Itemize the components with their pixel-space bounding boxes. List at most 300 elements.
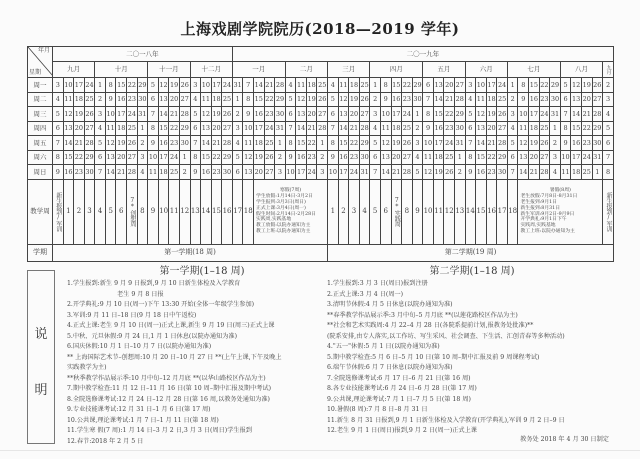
date-cell: 24	[539, 107, 550, 122]
date-cell: 30	[592, 136, 603, 151]
semester1-note-item: 3.军训:9 月 11 日–18 日(9 月 18 日中午返校)	[67, 311, 197, 319]
date-cell: 14	[338, 121, 349, 136]
date-cell: 17	[158, 150, 169, 165]
date-cell: 11	[243, 136, 254, 151]
date-cell: 16	[571, 136, 582, 151]
date-cell: 6	[95, 150, 106, 165]
date-cell: 4	[137, 165, 148, 180]
teaching-week-cell: 6	[116, 179, 127, 244]
date-cell: 26	[497, 107, 508, 122]
teaching-week-cell: 16	[222, 179, 233, 244]
date-cell: 13	[338, 107, 349, 122]
date-cell: 8	[560, 121, 571, 136]
date-cell: 28	[497, 136, 508, 151]
teaching-week-cell: 5	[370, 179, 381, 244]
date-cell: 1	[95, 78, 106, 93]
weekday-label: 周二	[28, 92, 53, 107]
date-cell: 26	[84, 107, 95, 122]
date-cell: 30	[455, 121, 466, 136]
teaching-week-cell: 4	[359, 179, 370, 244]
month-header	[95, 62, 148, 78]
date-cell: 29	[592, 121, 603, 136]
summer-break-line: 开学典礼:9月1日下午	[520, 217, 567, 223]
date-cell: 9	[105, 92, 116, 107]
year-header-row	[28, 47, 614, 62]
date-cell: 3	[507, 107, 518, 122]
date-cell: 17	[391, 107, 402, 122]
signature: 教务处 2018 年 4 月 30 日制定	[520, 436, 609, 443]
date-cell: 18	[211, 92, 222, 107]
date-cell: 1	[370, 78, 381, 93]
date-cell: 23	[486, 165, 497, 180]
semester1-note-item: 9.专业技能课考试:12 月 31 日–1 月 6 日(第 17 周)	[67, 406, 211, 413]
weekday-label: 周一	[28, 78, 53, 93]
date-cell: 25	[539, 121, 550, 136]
month-label: 十二月	[201, 65, 221, 74]
date-cell: 18	[158, 165, 169, 180]
notes-label-shuo: 说	[34, 327, 48, 342]
month-label: 二月	[299, 65, 313, 74]
divider	[0, 450, 640, 451]
date-cell: 1	[275, 136, 286, 151]
date-cell: 19	[486, 107, 497, 122]
date-cell: 21	[486, 136, 497, 151]
date-cell: 29	[359, 136, 370, 151]
weekday-row	[28, 92, 614, 107]
date-cell: 14	[63, 136, 74, 151]
date-cell: 9	[465, 165, 476, 180]
date-cell: 2	[507, 92, 518, 107]
date-cell: 16	[158, 136, 169, 151]
date-cell: 19	[74, 107, 85, 122]
date-cell: 23	[306, 150, 317, 165]
date-cell: 4	[232, 136, 243, 151]
semester2-note-item: 3.清明节休假:4 月 5 日休息(以院办通知为准)	[327, 301, 453, 308]
date-cell: 17	[254, 121, 265, 136]
date-cell: 24	[127, 107, 138, 122]
date-cell: 2	[550, 136, 561, 151]
date-cell: 6	[603, 136, 614, 151]
date-cell: 29	[179, 121, 190, 136]
date-cell: 28	[275, 78, 286, 93]
date-cell: 13	[243, 165, 254, 180]
date-cell: 21	[264, 78, 275, 93]
date-cell: 8	[328, 136, 339, 151]
date-cell: 27	[402, 150, 413, 165]
month-label: 一月	[252, 65, 266, 74]
date-cell: 4	[190, 92, 201, 107]
date-cell: 24	[497, 78, 508, 93]
date-cell: 7	[95, 165, 106, 180]
date-cell: 8	[243, 92, 254, 107]
weekday-label: 周六	[28, 150, 53, 165]
semester2-note-item: **社会和艺术实践周:4 月 22–4 月 28 日(各院系提前计划,报教务处批准)**	[327, 322, 534, 329]
date-cell: 3	[370, 107, 381, 122]
month-label: 十一月	[159, 65, 179, 74]
date-cell: 28	[455, 92, 466, 107]
teaching-week-cell: 4	[95, 179, 106, 244]
date-cell: 12	[476, 107, 487, 122]
semester1-cell: 第一学期(18 周)	[53, 244, 328, 261]
date-cell: 11	[560, 165, 571, 180]
date-cell: 21	[581, 107, 592, 122]
weekday-row	[28, 136, 614, 151]
date-cell: 9	[380, 92, 391, 107]
date-cell: 2	[603, 78, 614, 93]
date-cell: 13	[571, 92, 582, 107]
date-cell: 3	[137, 150, 148, 165]
date-cell: 23	[349, 150, 360, 165]
month-header	[328, 62, 370, 78]
teaching-week-cell: 1	[328, 179, 339, 244]
date-cell: 22	[74, 150, 85, 165]
date-cell: 3	[317, 165, 328, 180]
date-cell: 1	[317, 136, 328, 151]
date-cell: 29	[137, 78, 148, 93]
date-cell: 21	[169, 107, 180, 122]
date-cell: 3	[95, 107, 106, 122]
semester2-notes	[327, 262, 617, 437]
date-cell: 12	[380, 136, 391, 151]
date-cell: 20	[444, 78, 455, 93]
date-cell: 19	[116, 136, 127, 151]
date-cell: 20	[254, 165, 265, 180]
date-cell: 21	[211, 136, 222, 151]
teaching-week-cell: 9	[148, 179, 159, 244]
date-cell: 7	[148, 107, 159, 122]
date-cell: 11	[380, 121, 391, 136]
month-label: 六月	[479, 65, 493, 74]
date-cell: 17	[486, 78, 497, 93]
date-cell: 24	[306, 165, 317, 180]
weekday-label: 周五	[28, 136, 53, 151]
teaching-week-cell	[603, 179, 614, 244]
summer-break-line: 新生军训:9月2日-9月9日	[520, 211, 575, 217]
teaching-week-cell: 11	[433, 179, 444, 244]
date-cell: 29	[222, 150, 233, 165]
date-cell: 19	[169, 78, 180, 93]
date-cell: 5	[232, 150, 243, 165]
date-cell: 27	[497, 121, 508, 136]
month-label: 四月	[389, 65, 403, 74]
date-cell: 6	[507, 150, 518, 165]
date-cell: 12	[201, 107, 212, 122]
date-cell: 10	[63, 78, 74, 93]
date-cell: 16	[433, 121, 444, 136]
date-cell: 2	[232, 107, 243, 122]
date-cell: 24	[402, 107, 413, 122]
date-cell: 26	[539, 136, 550, 151]
date-cell: 8	[423, 107, 434, 122]
date-cell: 27	[84, 121, 95, 136]
month-label: 三月	[342, 65, 356, 74]
date-cell: 16	[529, 92, 540, 107]
teaching-week-note: 7*实践周	[393, 196, 401, 227]
date-cell: 7	[243, 78, 254, 93]
date-cell: 18	[349, 78, 360, 93]
winter-break-line: 学生放假:1月14日-3月2日	[256, 193, 313, 199]
date-cell: 18	[571, 165, 582, 180]
date-cell: 31	[137, 107, 148, 122]
date-cell: 15	[158, 121, 169, 136]
date-cell: 18	[391, 121, 402, 136]
date-cell: 1	[232, 92, 243, 107]
date-cell: 31	[592, 150, 603, 165]
date-cell: 5	[370, 136, 381, 151]
date-cell: 13	[296, 107, 307, 122]
date-cell: 25	[402, 121, 413, 136]
date-cell: 10	[518, 107, 529, 122]
date-cell: 13	[201, 121, 212, 136]
date-cell: 3	[550, 150, 561, 165]
teaching-week-cell: 12	[444, 179, 455, 244]
date-cell: 21	[74, 136, 85, 151]
date-cell: 5	[412, 165, 423, 180]
date-cell: 27	[127, 150, 138, 165]
date-cell: 2	[137, 136, 148, 151]
date-cell: 4	[285, 78, 296, 93]
date-cell: 22	[486, 150, 497, 165]
month-header	[560, 62, 602, 78]
date-cell: 16	[254, 107, 265, 122]
date-cell: 20	[529, 150, 540, 165]
date-cell: 7	[423, 92, 434, 107]
date-cell: 29	[412, 78, 423, 93]
date-cell: 7	[465, 136, 476, 151]
date-cell: 30	[359, 150, 370, 165]
date-cell: 26	[317, 92, 328, 107]
date-cell: 28	[592, 107, 603, 122]
date-cell: 25	[497, 92, 508, 107]
date-cell: 11	[201, 92, 212, 107]
date-cell: 9	[328, 150, 339, 165]
date-cell: 9	[190, 165, 201, 180]
date-cell: 5	[95, 136, 106, 151]
teaching-week-cell: 1	[63, 179, 74, 244]
summer-break-line: 新生报到:8月31日	[520, 205, 561, 211]
summer-break-line: 暑假(8周)	[549, 187, 571, 193]
date-cell: 3	[53, 78, 64, 93]
date-cell: 25	[264, 136, 275, 151]
date-cell: 25	[581, 165, 592, 180]
teaching-week-cell: 16	[486, 179, 497, 244]
date-cell: 24	[84, 78, 95, 93]
winter-break-line: 教工放假:以院办通知为主	[256, 223, 311, 229]
date-cell: 19	[306, 92, 317, 107]
date-cell: 12	[158, 78, 169, 93]
date-cell: 3	[465, 78, 476, 93]
date-cell: 25	[359, 78, 370, 93]
date-cell: 27	[359, 107, 370, 122]
date-cell: 7	[370, 165, 381, 180]
date-cell: 23	[127, 92, 138, 107]
date-cell: 13	[433, 78, 444, 93]
date-cell: 22	[444, 107, 455, 122]
date-cell: 9	[53, 165, 64, 180]
date-cell: 18	[74, 92, 85, 107]
date-cell: 25	[127, 121, 138, 136]
date-cell: 1	[507, 78, 518, 93]
date-cell: 10	[201, 78, 212, 93]
date-cell: 19	[433, 165, 444, 180]
semester1-note-item: 12.春节:2018 年 2 月 5 日	[67, 437, 144, 445]
summer-break-cell	[518, 179, 603, 244]
date-cell: 16	[296, 150, 307, 165]
date-cell: 13	[63, 121, 74, 136]
date-cell: 12	[338, 92, 349, 107]
date-cell: 4	[465, 92, 476, 107]
date-cell: 4	[95, 121, 106, 136]
date-cell: 6	[148, 92, 159, 107]
date-cell: 8	[465, 150, 476, 165]
teaching-week-cell	[127, 179, 138, 244]
date-cell: 13	[105, 150, 116, 165]
semester1-note-item: 4.正式上课:老生 9 月 10 日(周一)正式上课,新生 9 月 19 日(周三)正式上课	[67, 322, 275, 329]
date-cell: 10	[380, 107, 391, 122]
month-header	[285, 62, 327, 78]
date-cell: 14	[105, 165, 116, 180]
date-cell: 9	[243, 107, 254, 122]
date-cell: 5	[465, 107, 476, 122]
date-cell: 28	[84, 136, 95, 151]
semester1-note-item: 实践教学为主)	[67, 364, 107, 371]
date-cell: 25	[84, 92, 95, 107]
date-cell: 20	[486, 121, 497, 136]
date-cell: 20	[306, 107, 317, 122]
date-cell: 9	[148, 136, 159, 151]
date-cell: 11	[423, 150, 434, 165]
teaching-week-cell: 10	[158, 179, 169, 244]
date-cell: 23	[264, 107, 275, 122]
date-cell: 11	[148, 165, 159, 180]
teaching-week-cell	[53, 179, 64, 244]
date-cell: 5	[560, 78, 571, 93]
semester2-note-item: 7.全院选修课考试:6 月 17 日–6 月 21 日(第 16 周)	[327, 374, 471, 382]
date-cell: 1	[592, 165, 603, 180]
date-cell: 21	[116, 165, 127, 180]
semester1-note-item: 6.国庆休假:10 月 1 日–10 月 7 日(以院办通知为准)	[67, 343, 212, 350]
semester2-note-item: 11.新生 8 月 31 日报到,9 月 1 日新生体检及入学教育(开学典礼),军训 9 月 2 日–9 日	[327, 416, 565, 424]
month-header	[148, 62, 190, 78]
date-cell: 19	[391, 136, 402, 151]
date-cell: 10	[560, 150, 571, 165]
date-cell: 23	[539, 92, 550, 107]
date-cell: 22	[402, 78, 413, 93]
date-cell: 19	[349, 92, 360, 107]
date-cell: 12	[296, 92, 307, 107]
date-cell: 23	[581, 136, 592, 151]
date-cell: 10	[423, 136, 434, 151]
date-cell: 5	[328, 92, 339, 107]
date-cell: 15	[201, 150, 212, 165]
teaching-week-cell: 15	[476, 179, 487, 244]
date-cell: 6	[285, 107, 296, 122]
date-cell: 19	[529, 136, 540, 151]
teaching-week-cell: 3	[84, 179, 95, 244]
date-cell: 18	[433, 150, 444, 165]
date-cell: 23	[211, 165, 222, 180]
date-cell: 31	[232, 78, 243, 93]
date-cell: 30	[84, 165, 95, 180]
summer-break-line: 老生报到:9月1日	[520, 199, 557, 205]
date-cell: 17	[529, 107, 540, 122]
date-cell: 15	[391, 78, 402, 93]
date-cell: 17	[74, 78, 85, 93]
date-cell: 25	[317, 78, 328, 93]
month-label: 八月	[574, 65, 588, 74]
date-cell: 30	[275, 107, 286, 122]
semester2-note-item: 5.期中教学检查:5 月 6 日–5 月 10 日(第 10 周–期中汇报及前 9 周课程考试)	[327, 353, 540, 361]
semester1-note-item: 8.全院选修课考试:12 月 24 日–12 月 28 日(第 16 周,以教务处通知为准)	[67, 395, 270, 403]
date-cell: 17	[116, 107, 127, 122]
date-cell: 6	[423, 78, 434, 93]
date-cell: 12	[243, 150, 254, 165]
month-header-row	[28, 62, 614, 78]
semester1-note-item: 7.期中教学检查:11 月 12 日–11 月 16 日(第 10 周–期中汇报及期中考试)	[67, 385, 272, 392]
date-cell: 2	[412, 121, 423, 136]
date-cell: 28	[402, 165, 413, 180]
corner-cell	[28, 47, 53, 78]
date-cell: 23	[402, 92, 413, 107]
winter-break-line: 假生时间:2月14日-2月28日	[256, 211, 316, 217]
date-cell: 20	[211, 121, 222, 136]
date-cell: 5	[603, 121, 614, 136]
date-cell: 14	[476, 136, 487, 151]
date-cell: 1	[550, 121, 561, 136]
date-cell: 12	[423, 165, 434, 180]
teaching-week-cell	[391, 179, 402, 244]
date-cell: 28	[317, 121, 328, 136]
teaching-week-cell: 17	[497, 179, 508, 244]
date-cell: 22	[349, 136, 360, 151]
date-cell: 13	[380, 150, 391, 165]
teaching-week-cell: 13	[455, 179, 466, 244]
teaching-week-note: 7*创想周	[128, 196, 136, 227]
date-cell: 26	[222, 107, 233, 122]
date-cell: 5	[285, 92, 296, 107]
date-cell: 30	[137, 92, 148, 107]
weekday-row	[28, 78, 614, 93]
date-cell: 20	[169, 92, 180, 107]
semester2-note-item: 9.公共课,理论课考试:7 月 1 日–7 月 5 日(第 18 周)	[327, 395, 471, 403]
date-cell: 1	[455, 150, 466, 165]
date-cell: 12	[571, 78, 582, 93]
date-cell: 29	[455, 107, 466, 122]
date-cell: 17	[211, 78, 222, 93]
date-cell: 21	[391, 165, 402, 180]
date-cell: 7	[53, 136, 64, 151]
date-cell: 30	[222, 165, 233, 180]
teaching-week-note: 新生报到/军训	[54, 191, 62, 232]
year-header: 二〇一八年	[53, 47, 233, 62]
semester-row	[28, 244, 614, 261]
date-cell: 26	[359, 92, 370, 107]
date-cell: 18	[306, 78, 317, 93]
semester2-note-item: 12.老生 9 月 1 日(周日)报到,9 月 2 日(周一)正式上课	[327, 427, 477, 434]
date-cell: 19	[211, 107, 222, 122]
date-cell: 15	[116, 78, 127, 93]
date-cell: 2	[95, 92, 106, 107]
semester2-note-item: 2.正式上课:3 月 4 日(周一)	[327, 290, 404, 298]
date-cell: 6	[370, 150, 381, 165]
month-header	[423, 62, 465, 78]
date-cell: 13	[476, 121, 487, 136]
date-cell: 6	[560, 92, 571, 107]
date-cell: 12	[518, 136, 529, 151]
date-cell: 11	[63, 92, 74, 107]
teaching-week-cell: 15	[211, 179, 222, 244]
date-cell: 8	[190, 150, 201, 165]
